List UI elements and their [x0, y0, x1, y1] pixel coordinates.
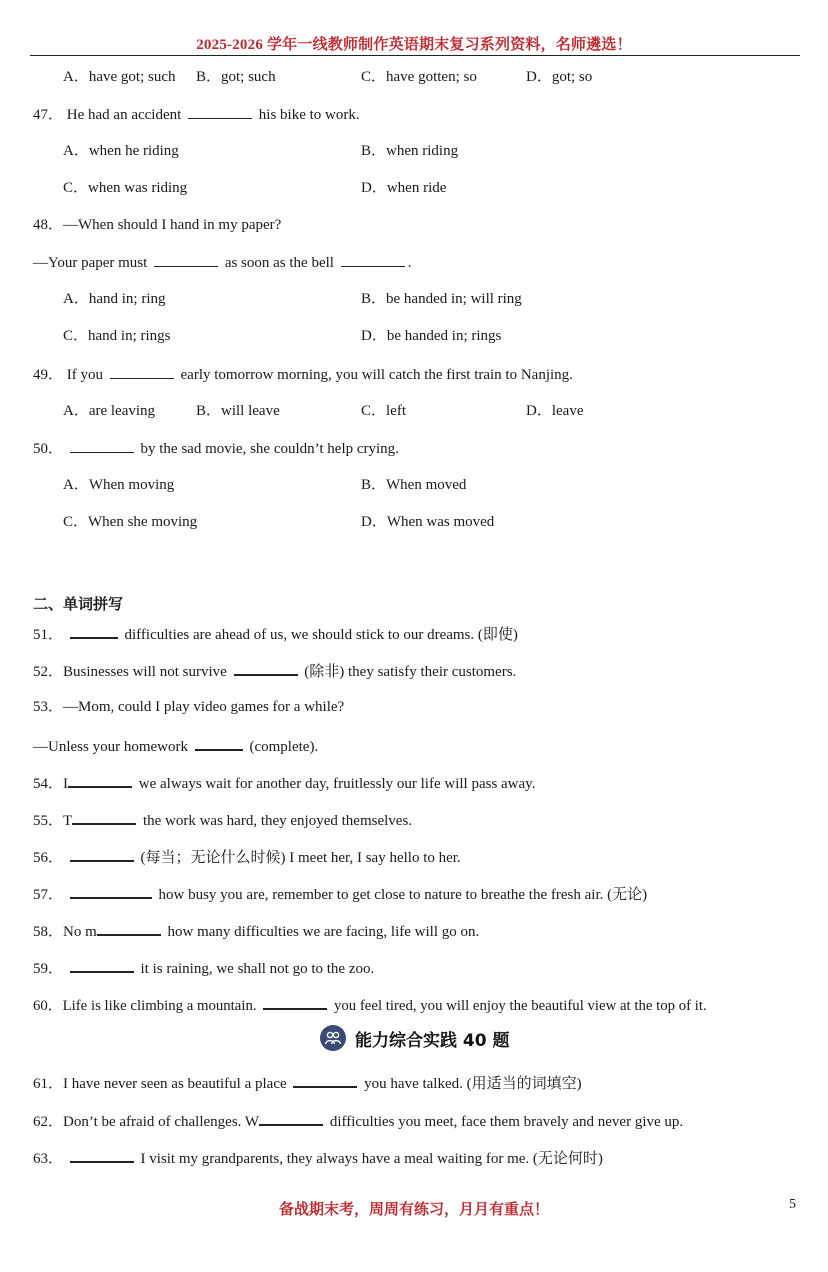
q55-stem	[33, 809, 412, 831]
q53-stem	[33, 697, 344, 717]
stem-text: If you	[66, 367, 104, 383]
answer-blank[interactable]	[195, 735, 243, 751]
q52-stem	[33, 660, 516, 682]
question-number: 54．	[33, 776, 64, 792]
answer-blank[interactable]	[97, 920, 161, 936]
q49-option-a: A．are leaving	[63, 403, 156, 419]
q47-option-b: B．when riding	[361, 143, 459, 159]
q46-option-a: A．have got; such	[63, 69, 176, 85]
stem-text: He had an accident	[66, 107, 182, 123]
banner-title: 能力综合实践 40 题	[355, 1030, 510, 1051]
stem-text: I have never seen as beautiful a place	[63, 1076, 287, 1092]
q49-stem	[33, 364, 573, 385]
answer-blank[interactable]	[293, 1072, 357, 1088]
q49-option-d: D．leave	[526, 403, 584, 419]
stem-text: as soon as the bell	[224, 255, 334, 271]
stem-text: his bike to work.	[258, 107, 360, 123]
answer-blank[interactable]	[68, 772, 132, 788]
q46-option-b: B．got; such	[196, 69, 276, 85]
question-number: 48．	[33, 217, 64, 233]
q50-option-c: C．When she moving	[63, 514, 198, 530]
question-number: 60．	[33, 998, 63, 1014]
q49-option-c: C．left	[361, 403, 406, 419]
q50-stem	[33, 438, 399, 459]
question-number: 57．	[33, 887, 64, 903]
answer-blank[interactable]	[70, 883, 152, 899]
stem-text: —Your paper must	[33, 255, 148, 271]
stem-text: Life is like climbing a mountain.	[62, 998, 257, 1014]
page-header: 2025-2026 学年一线教师制作英语期末复习系列资料，名师遴选！	[196, 37, 632, 53]
q46-option-d: D．got; so	[526, 69, 593, 85]
question-number: 47．	[33, 107, 64, 123]
answer-blank[interactable]	[70, 846, 134, 862]
q48-option-a: A．hand in; ring	[63, 291, 166, 307]
stem-text: the work was hard, they enjoyed themselves.	[142, 813, 413, 829]
stem-text: we always wait for another day, fruitlessly our life will pass away.	[138, 776, 536, 792]
q58-stem	[33, 920, 479, 942]
q54-stem	[33, 772, 535, 794]
question-number: 49．	[33, 367, 64, 383]
question-number: 59．	[33, 961, 64, 977]
stem-text: No m	[63, 924, 97, 940]
stem-text: —Unless your homework	[33, 739, 188, 755]
stem-text: (complete).	[249, 739, 319, 755]
q53-response	[33, 735, 318, 757]
section-title: 二、单词拼写	[33, 597, 124, 613]
question-number: 58．	[33, 924, 64, 940]
question-number: 63．	[33, 1151, 64, 1167]
q50-option-b: B．When moved	[361, 477, 467, 493]
stem-text: how busy you are, remember to get close to nature to breathe the fresh air. (无论)	[158, 887, 648, 903]
question-number: 56．	[33, 850, 64, 866]
page-footer: 备战期末考，周周有练习，月月有重点！	[278, 1202, 549, 1218]
q46-option-c: C．have gotten; so	[361, 69, 477, 85]
stem-text: T	[63, 813, 73, 829]
answer-blank[interactable]	[70, 1147, 134, 1163]
stem-text: Don’t be afraid of challenges. W	[63, 1114, 260, 1130]
question-number: 61．	[33, 1076, 64, 1092]
question-number: 55．	[33, 813, 64, 829]
q47-option-d: D．when ride	[361, 180, 447, 196]
q62-stem	[33, 1110, 683, 1132]
stem-text: difficulties you meet, face them bravely and never give up.	[329, 1114, 684, 1130]
q48-stem	[33, 215, 281, 235]
stem-text: early tomorrow morning, you will catch the first train to Nanjing.	[180, 367, 573, 383]
section-banner	[320, 1024, 510, 1052]
question-number: 50．	[33, 441, 64, 457]
question-number: 53．	[33, 699, 64, 715]
q51-stem	[33, 623, 518, 645]
answer-blank[interactable]	[259, 1110, 323, 1126]
stem-text: —When should I hand in my paper?	[63, 217, 282, 233]
q47-stem	[33, 104, 360, 125]
q50-option-d: D．When was moved	[361, 514, 495, 530]
q57-stem	[33, 883, 647, 905]
stem-text: difficulties are ahead of us, we should stick to our dreams. (即使)	[124, 627, 518, 643]
q48-option-c: C．hand in; rings	[63, 328, 171, 344]
q61-stem	[33, 1072, 582, 1094]
stem-text: how many difficulties we are facing, life will go on.	[167, 924, 480, 940]
page-number: 5	[789, 1197, 796, 1212]
q47-option-c: C．when was riding	[63, 180, 188, 196]
q49-option-b: B．will leave	[196, 403, 280, 419]
question-number: 51．	[33, 627, 64, 643]
question-number: 62．	[33, 1114, 64, 1130]
q48-response	[33, 252, 411, 273]
stem-text: (每当；无论什么时候) I meet her, I say hello to her.	[140, 850, 461, 866]
answer-blank[interactable]	[70, 623, 118, 639]
q56-stem	[33, 846, 461, 868]
stem-text: .	[407, 255, 412, 271]
stem-text: it is raining, we shall not go to the zoo.	[140, 961, 375, 977]
people-icon	[320, 1025, 346, 1051]
q48-option-d: D．be handed in; rings	[361, 328, 502, 344]
stem-text: you have talked. (用适当的词填空)	[364, 1076, 582, 1092]
stem-text: you feel tired, you will enjoy the beautiful view at the top of it.	[333, 998, 707, 1014]
answer-blank[interactable]	[263, 994, 327, 1010]
answer-blank[interactable]	[110, 364, 174, 379]
stem-text: (除非) they satisfy their customers.	[304, 664, 517, 680]
answer-blank[interactable]	[70, 438, 134, 453]
header-divider	[30, 55, 800, 56]
stem-text: by the sad movie, she couldn’t help crying.	[140, 441, 399, 457]
q59-stem	[33, 957, 374, 979]
answer-blank[interactable]	[70, 957, 134, 973]
answer-blank[interactable]	[72, 809, 136, 825]
answer-blank[interactable]	[188, 104, 252, 119]
stem-text: I visit my grandparents, they always have a meal waiting for me. (无论何时)	[140, 1151, 603, 1167]
q60-stem	[33, 994, 707, 1016]
answer-blank[interactable]	[234, 660, 298, 676]
q63-stem	[33, 1147, 603, 1169]
answer-blank[interactable]	[341, 252, 405, 267]
stem-text: I	[63, 776, 69, 792]
answer-blank[interactable]	[154, 252, 218, 267]
q48-option-b: B．be handed in; will ring	[361, 291, 522, 307]
q50-option-a: A．When moving	[63, 477, 175, 493]
q47-option-a: A．when he riding	[63, 143, 179, 159]
stem-text: —Mom, could I play video games for a while?	[63, 699, 345, 715]
question-number: 52．	[33, 664, 64, 680]
stem-text: Businesses will not survive	[63, 664, 227, 680]
